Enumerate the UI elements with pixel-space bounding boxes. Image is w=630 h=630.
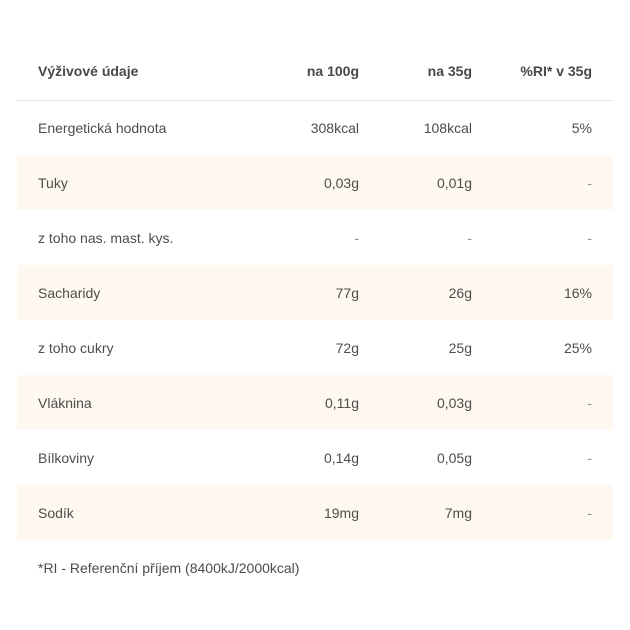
nutrient-name: Sacharidy [38,284,101,301]
value-per-100g: 19mg [323,504,359,521]
value-ri-35g: - [587,449,592,466]
value-per-35g: 0,01g [436,174,472,191]
value-per-100g: 72g [335,339,359,356]
value-ri-35g: 25% [563,339,592,356]
header-per-100g: na 100g [306,63,359,80]
table-row [17,265,613,320]
value-per-35g: 25g [448,339,472,356]
nutrient-name: Bílkoviny [38,449,95,466]
table-row [17,100,613,155]
value-ri-35g: - [587,504,592,521]
header-ri-35g: %RI* v 35g [520,63,592,80]
nutrition-table [17,43,613,540]
table-row [17,485,613,540]
value-ri-35g: - [587,394,592,411]
value-per-35g: 0,03g [436,394,472,411]
ri-footnote: *RI - Referenční příjem (8400kJ/2000kcal) [38,560,300,576]
table-row [17,430,613,485]
value-per-100g: - [354,229,359,246]
value-ri-35g: - [587,174,592,191]
header-row [17,43,613,100]
value-per-100g: 0,03g [323,174,359,191]
nutrition-table-container [17,43,613,540]
value-per-100g: 308kcal [310,119,359,136]
value-ri-35g: 16% [563,284,592,301]
value-ri-35g: - [587,229,592,246]
value-ri-35g: 5% [571,119,592,136]
header-nutrient: Výživové údaje [38,63,139,80]
table-row [17,320,613,375]
nutrient-name: z toho cukry [38,339,114,356]
value-per-100g: 0,14g [323,449,359,466]
table-row [17,155,613,210]
nutrient-name: Sodík [38,504,74,521]
value-per-100g: 77g [335,284,359,301]
nutrient-name: Tuky [38,174,68,191]
nutrient-name: z toho nas. mast. kys. [38,229,174,246]
table-header [17,43,613,100]
table-row [17,210,613,265]
table-row [17,375,613,430]
value-per-35g: 0,05g [436,449,472,466]
table-body [17,100,613,540]
value-per-35g: 7mg [444,504,472,521]
nutrient-name: Energetická hodnota [38,119,167,136]
value-per-35g: 108kcal [423,119,472,136]
value-per-100g: 0,11g [325,394,359,411]
value-per-35g: - [467,229,472,246]
nutrient-name: Vláknina [38,394,92,411]
header-per-35g: na 35g [427,63,472,80]
value-per-35g: 26g [448,284,472,301]
